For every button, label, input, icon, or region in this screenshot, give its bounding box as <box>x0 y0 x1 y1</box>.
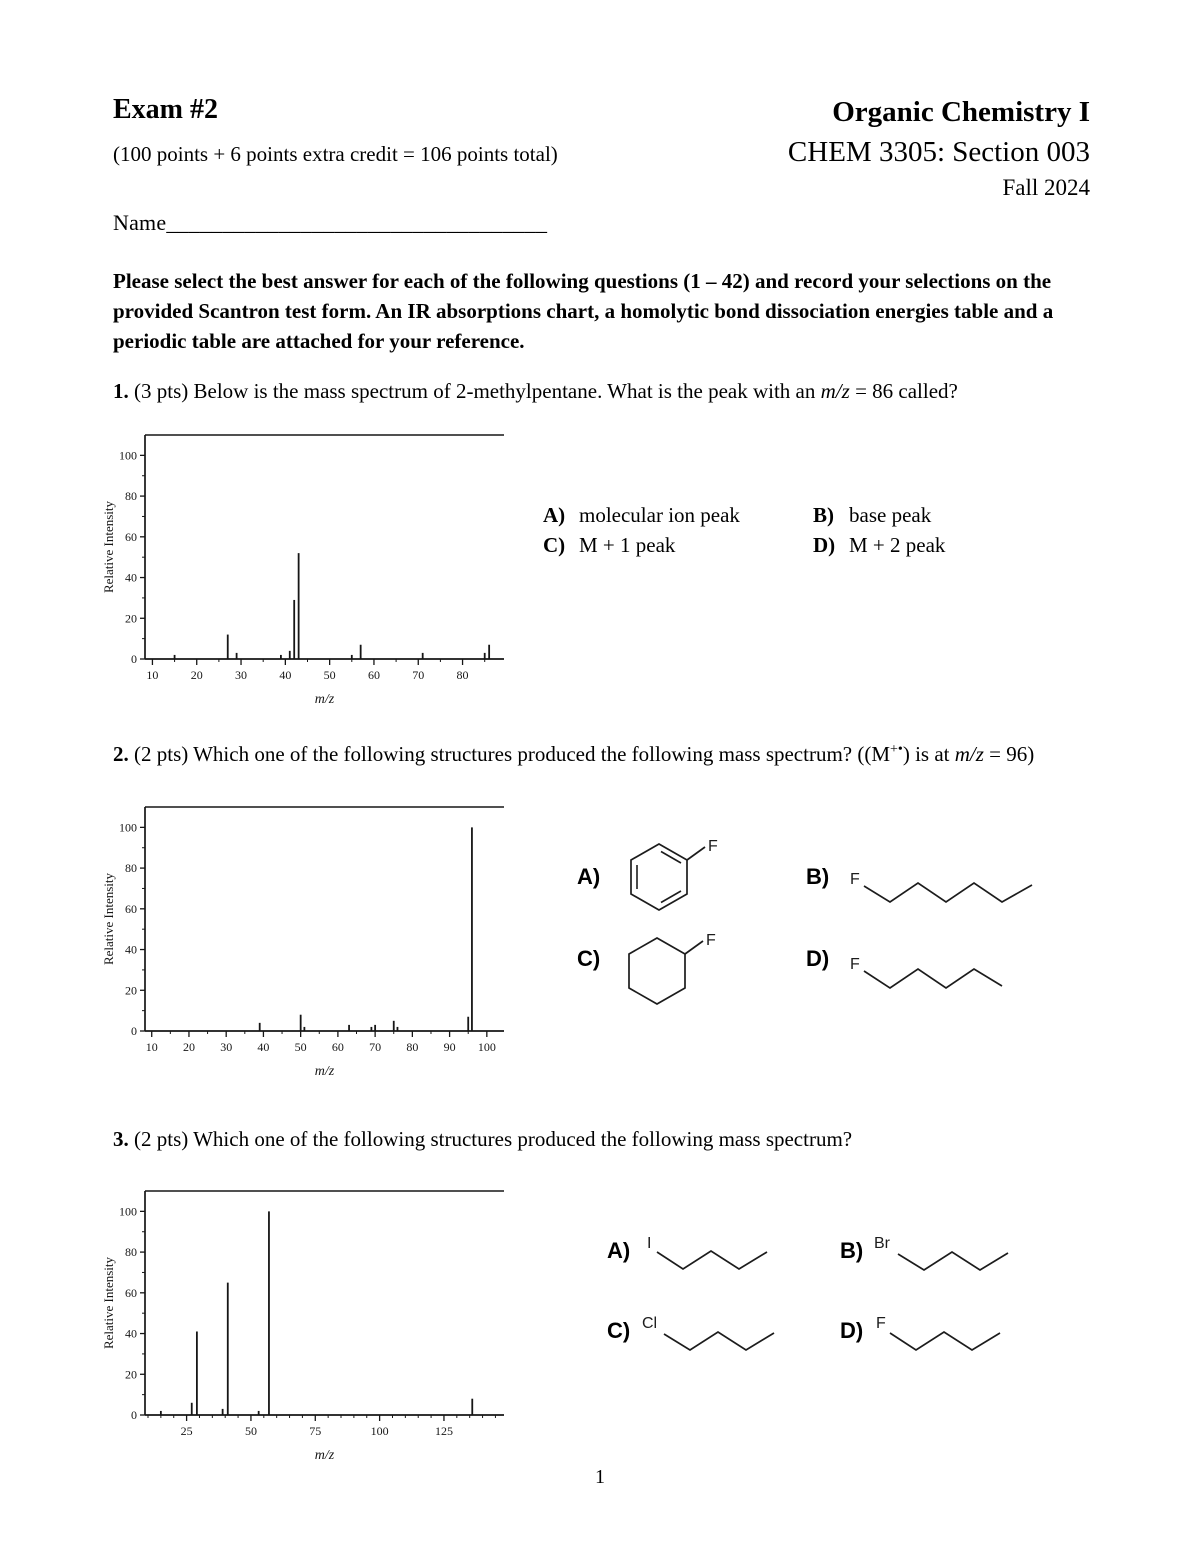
svg-text:30: 30 <box>235 668 248 682</box>
term: Fall 2024 <box>1002 175 1090 200</box>
q1-option-d-letter: D) <box>813 533 836 557</box>
svg-text:100: 100 <box>370 1424 389 1438</box>
question-3-text <box>113 1127 1103 1152</box>
svg-text:70: 70 <box>369 1040 382 1054</box>
svg-text:Relative Intensity: Relative Intensity <box>101 872 116 966</box>
q1-option-c-label: M + 1 peak <box>579 533 676 557</box>
structure-1-fluorohexane <box>848 858 1043 913</box>
structure-1-fluoropentane <box>848 945 1018 997</box>
carbon-chain <box>864 883 1032 902</box>
carbon-chain <box>657 1251 767 1269</box>
halogen-label: Br <box>874 1235 890 1252</box>
svg-text:m/z: m/z <box>314 692 335 707</box>
svg-text:25: 25 <box>180 1424 193 1438</box>
carbon-chain <box>864 969 1002 988</box>
q1-option-b-letter: B) <box>813 503 834 527</box>
svg-text:Relative Intensity: Relative Intensity <box>101 500 116 594</box>
double-bond <box>661 852 681 864</box>
svg-text:60: 60 <box>331 1040 344 1054</box>
q2-option-a-letter: A) <box>577 864 601 889</box>
svg-text:40: 40 <box>125 1326 137 1341</box>
svg-text:50: 50 <box>294 1040 307 1054</box>
structure-fluorobenzene <box>620 832 735 932</box>
svg-text:m/z: m/z <box>314 1064 335 1079</box>
halogen-label: I <box>647 1235 652 1252</box>
carbon-chain <box>898 1252 1008 1270</box>
halogen-label: F <box>876 1315 886 1332</box>
course-section: CHEM 3305: Section 003 <box>787 136 1090 168</box>
mass-spectrum-svg <box>100 800 510 1085</box>
svg-text:m/z: m/z <box>314 1448 335 1463</box>
svg-text:100: 100 <box>119 1204 137 1219</box>
svg-text:10: 10 <box>145 1040 158 1054</box>
fluorohexane-svg <box>848 858 1043 913</box>
question-2-mz: m/z <box>954 742 984 766</box>
question-3-pre: (2 pts) Which one of the following structures produced the following mass spectrum? <box>128 1127 853 1151</box>
q1-option-d-label: M + 2 peak <box>849 533 946 557</box>
halogen-label: F <box>850 956 860 973</box>
iodobutane-svg <box>643 1226 783 1276</box>
svg-text:30: 30 <box>220 1040 233 1054</box>
q3-option-a-letter: A) <box>607 1238 631 1263</box>
question-2-number: 2. <box>113 742 129 766</box>
fluorobutane-svg <box>874 1306 1014 1356</box>
svg-text:50: 50 <box>244 1424 257 1438</box>
q3-option-d-letter: D) <box>840 1318 864 1343</box>
chlorobutane-svg <box>640 1306 785 1356</box>
svg-text:90: 90 <box>443 1040 456 1054</box>
halogen-label: F <box>706 932 716 949</box>
q3-option-b-letter: B) <box>840 1238 864 1263</box>
q2-option-d-letter: D) <box>806 946 830 971</box>
svg-text:20: 20 <box>182 1040 195 1054</box>
question-2-text <box>113 742 1103 767</box>
halogen-label: F <box>708 838 718 855</box>
exam-title: Exam #2 <box>113 94 218 125</box>
svg-text:40: 40 <box>125 570 137 585</box>
page-number: 1 <box>595 1466 605 1488</box>
carbon-chain <box>664 1332 774 1350</box>
structure-1-bromobutane <box>872 1226 1017 1276</box>
question-3-number: 3. <box>113 1127 129 1151</box>
svg-text:60: 60 <box>125 529 137 544</box>
svg-text:10: 10 <box>146 668 159 682</box>
carbon-chain <box>890 1332 1000 1350</box>
question-1-post: = 86 called? <box>849 379 958 403</box>
mass-spectrum-svg <box>100 1184 510 1469</box>
question-1-pre: (3 pts) Below is the mass spectrum of 2-methylpentane. What is the peak with an <box>128 379 821 403</box>
q2-option-c-letter: C) <box>577 946 601 971</box>
svg-text:60: 60 <box>367 668 380 682</box>
structure-1-chlorobutane <box>640 1306 785 1356</box>
points-line: (100 points + 6 points extra credit = 106 points total) <box>113 142 558 166</box>
svg-text:80: 80 <box>125 1245 137 1260</box>
bromobutane-svg <box>872 1226 1017 1276</box>
svg-text:100: 100 <box>119 820 137 835</box>
course-title: Organic Chemistry I <box>832 96 1090 128</box>
question-2-pre: (2 pts) Which one of the following structures produced the following mass spectrum? ((M <box>128 742 891 766</box>
question-2-radical-cation: +• <box>890 742 903 757</box>
benzene-ring <box>631 844 687 910</box>
structure-1-iodobutane <box>643 1226 783 1276</box>
header-right <box>788 92 1090 204</box>
svg-text:100: 100 <box>119 448 137 463</box>
svg-text:80: 80 <box>406 1040 419 1054</box>
instructions: Please select the best answer for each of the following questions (1 – 42) and record your selections on the provided Scantron test form. An IR absorptions chart, a homolytic bond dissociation energies table and a periodic table are attached for your reference. <box>113 269 1054 353</box>
name-line <box>113 210 547 236</box>
halogen-label: Cl <box>642 1315 658 1332</box>
svg-text:20: 20 <box>190 668 203 682</box>
q1-option-b-label: base peak <box>849 503 932 527</box>
svg-text:40: 40 <box>279 668 292 682</box>
svg-text:20: 20 <box>125 611 137 626</box>
svg-text:100: 100 <box>477 1040 496 1054</box>
cyclohexane-ring <box>629 938 685 1004</box>
svg-text:0: 0 <box>131 1024 137 1038</box>
mass-spectrum-svg <box>100 428 510 713</box>
c-f-bond <box>685 941 703 954</box>
svg-text:Relative Intensity: Relative Intensity <box>101 1256 116 1350</box>
question-1-number: 1. <box>113 379 129 403</box>
fluoropentane-svg <box>848 945 1018 997</box>
svg-text:75: 75 <box>309 1424 322 1438</box>
q1-option-a-letter: A) <box>543 503 566 527</box>
structure-1-fluorobutane <box>874 1306 1014 1356</box>
fluorobenzene-svg <box>620 832 735 932</box>
svg-text:60: 60 <box>125 1285 137 1300</box>
fluorocyclohexane-svg <box>618 922 733 1027</box>
svg-text:40: 40 <box>125 942 137 957</box>
double-bond <box>661 891 681 903</box>
question-1-text <box>113 379 1103 404</box>
svg-text:80: 80 <box>456 668 469 682</box>
question-1-mz: m/z <box>820 379 850 403</box>
svg-text:125: 125 <box>434 1424 453 1438</box>
q2-mass-spectrum-chart <box>100 800 510 1085</box>
svg-text:80: 80 <box>125 489 137 504</box>
svg-text:0: 0 <box>131 652 137 666</box>
svg-text:70: 70 <box>412 668 425 682</box>
svg-text:60: 60 <box>125 901 137 916</box>
q1-options <box>543 503 945 558</box>
q3-mass-spectrum-chart <box>100 1184 510 1469</box>
question-2-post: = 96) <box>983 742 1035 766</box>
svg-text:50: 50 <box>323 668 336 682</box>
halogen-label: F <box>850 871 860 888</box>
svg-text:20: 20 <box>125 1367 137 1382</box>
q3-option-c-letter: C) <box>607 1318 631 1343</box>
q1-option-c-letter: C) <box>543 533 566 557</box>
q2-option-b-letter: B) <box>806 864 830 889</box>
c-f-bond <box>687 847 705 860</box>
svg-text:0: 0 <box>131 1408 137 1422</box>
svg-text:80: 80 <box>125 861 137 876</box>
q1-option-a-label: molecular ion peak <box>579 503 740 527</box>
name-label: Name <box>113 210 167 235</box>
name-blank: __________________________________ <box>166 210 548 235</box>
svg-text:20: 20 <box>125 983 137 998</box>
structure-fluorocyclohexane <box>618 922 733 1027</box>
question-2-mid: ) is at <box>902 742 955 766</box>
svg-text:40: 40 <box>257 1040 270 1054</box>
q1-mass-spectrum-chart <box>100 428 510 713</box>
